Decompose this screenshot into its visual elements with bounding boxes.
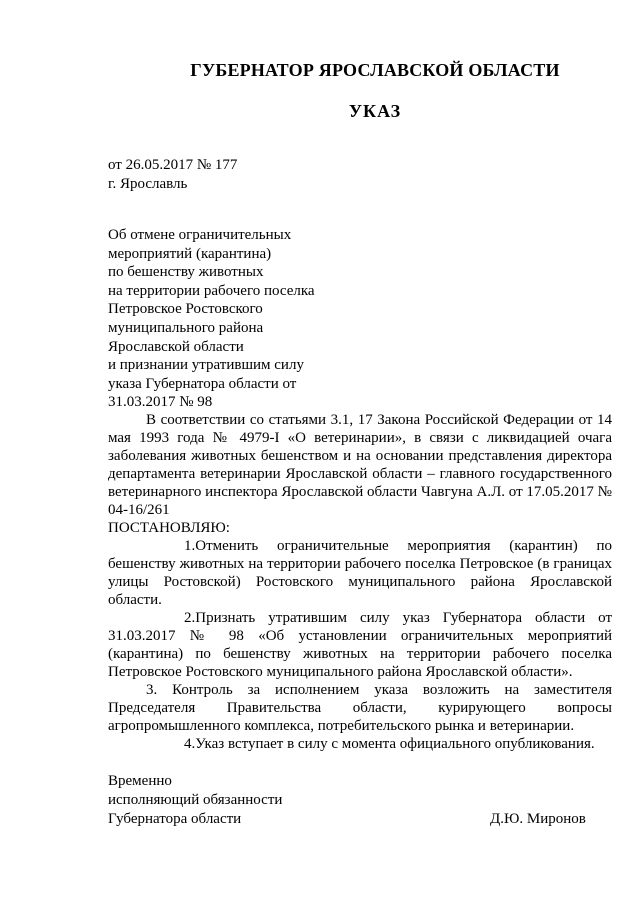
subject-line: указа Губернатора области от: [108, 375, 297, 392]
subject-line: по бешенству животных: [108, 264, 264, 281]
item-text: Контроль за исполнением указа возложить на заместителя Председателя Правительства области, курирующего вопросы агропромышленного комплекса, потребительского рынка и ветеринарии.: [108, 682, 613, 734]
subject-line: Ярославской области: [108, 338, 244, 355]
item-number: 3.: [146, 682, 158, 698]
item-number: 4.: [184, 736, 196, 752]
subject-line: муниципального района: [108, 319, 264, 336]
signer-position-line: исполняющий обязанности: [108, 792, 283, 808]
document-body: [108, 411, 612, 753]
document-type: УКАЗ: [348, 101, 402, 121]
decree-item-3: [108, 681, 612, 735]
signer-position-line: Временно: [108, 773, 172, 789]
city: г. Ярославль: [108, 176, 188, 192]
item-number: 2.: [184, 610, 196, 626]
item-text: Указ вступает в силу с момента официального опубликования.: [195, 736, 595, 752]
signature-block: [108, 772, 282, 829]
decree-item-4: [108, 735, 612, 753]
signer-name: Д.Ю. Миронов: [490, 811, 586, 827]
decree-item-1: [108, 537, 612, 609]
header-title: ГУБЕРНАТОР ЯРОСЛАВСКОЙ ОБЛАСТИ: [190, 60, 560, 80]
decree-word: ПОСТАНОВЛЯЮ:: [108, 520, 230, 536]
item-number: 1.: [184, 538, 196, 554]
document-subject: [108, 226, 315, 412]
item-text: Отменить ограничительные мероприятия (карантин) по бешенству животных на территории рабочего поселка Петровское (в границах улицы Ростовской) Ростовского муниципального района Ярославской области.: [108, 538, 612, 608]
signer-position-line: Губернатора области: [108, 811, 242, 827]
item-text: Признать утратившим силу указ Губернатора области от 31.03.2017 № 98 «Об установлении ограничительных мероприятий (карантина) по бешенству животных на территории рабочего поселка Петровское Ростовского муниципального района Ярославской области».: [108, 610, 612, 680]
subject-line: Петровское Ростовского: [108, 301, 263, 318]
subject-line: 31.03.2017 № 98: [108, 394, 213, 411]
subject-line: мероприятий (карантина): [108, 245, 272, 262]
subject-line: и признании утратившим силу: [108, 357, 304, 374]
document-meta: [108, 156, 237, 194]
subject-line: Об отмене ограничительных: [108, 227, 292, 243]
date-number: от 26.05.2017 № 177: [108, 157, 238, 173]
decree-item-2: [108, 609, 612, 681]
subject-line: на территории рабочего поселка: [108, 282, 315, 299]
preamble-paragraph: В соответствии со статьями 3.1, 17 Закона Российской Федерации от 14 мая 1993 года № 4979-I «О ветеринарии», в связи с ликвидацией очага заболевания животных бешенством и на основании представления директора департамента ветеринарии Ярославской области – главного государственного ветеринарного инспектора Ярославской области Чавгуна А.Л. от 17.05.2017 № 04-16/261: [108, 412, 612, 518]
